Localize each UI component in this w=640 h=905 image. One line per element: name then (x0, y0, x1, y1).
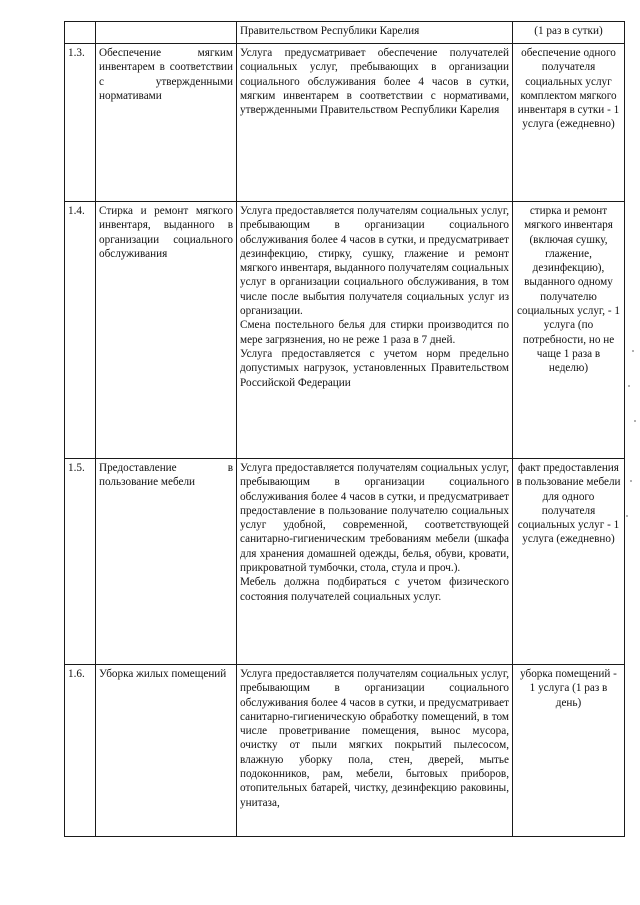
service-description (237, 202, 513, 459)
description-paragraph: Смена постельного белья для стирки производится по мере загрязнения, но не реже 1 раза в 7 дней. (240, 319, 509, 346)
service-name: Уборка жилых помещений (96, 665, 237, 837)
service-frequency: уборка помещений - 1 услуга (1 раз в день) (513, 665, 625, 837)
table-row (65, 202, 625, 459)
description-paragraph: Услуга предоставляется получателям социальных услуг, пребывающим в организации социального обслуживания более 4 часов в сутки, и предусматривает предоставление в пользование получателю социальных услуг удобной, современной, соответствующей санитарно-гигиеническим требованиям мебели (шкафа для хранения домашней одежды, белья, обуви, кровати, прикроватной тумбочки, стола, стула и проч.). (240, 462, 509, 575)
description-paragraph: Услуга предоставляется получателям социальных услуг, пребывающим в организации социального обслуживания более 4 часов в сутки, и предусматривает дезинфекцию, стирку, сушку, глажение и ремонт мягкого инвентаря, выданного получателям социальных услуг в организации социального обслуживания, в том числе после выбытия получателя социальных услуг из организации. (240, 205, 509, 318)
services-table (64, 21, 625, 837)
service-name: Обеспечение мягким инвентарем в соответствии с утвержденными нормативами (96, 44, 237, 202)
service-description (237, 459, 513, 665)
scan-noise (620, 330, 640, 530)
table-row (65, 459, 625, 665)
table-row (65, 22, 625, 44)
description-paragraph: Правительством Республики Карелия (240, 25, 420, 37)
row-number: 1.6. (65, 665, 96, 837)
service-frequency: стирка и ремонт мягкого инвентаря (включая сушку, глажение, дезинфекцию), выданного одному получателю социальных услуг, - 1 услуга (по потребности, но не чаще 1 раза в неделю) (513, 202, 625, 459)
table-row (65, 44, 625, 202)
description-paragraph: Услуга предусматривает обеспечение получателей социальных услуг, пребывающих в организации социального обслуживания более 4 часов в сутки, мягким инвентарем в соответствии с нормативами, утвержденными Правительством Республики Карелия (240, 47, 509, 117)
row-number: 1.5. (65, 459, 96, 665)
service-name: Стирка и ремонт мягкого инвентаря, выданного в организации социального обслуживания (96, 202, 237, 459)
service-description (237, 665, 513, 837)
row-number: 1.3. (65, 44, 96, 202)
service-description (237, 22, 513, 44)
service-description (237, 44, 513, 202)
service-frequency: (1 раз в сутки) (513, 22, 625, 44)
description-paragraph: Мебель должна подбираться с учетом физического состояния получателей социальных услуг. (240, 576, 509, 603)
service-frequency: факт предоставления в пользование мебели для одного получателя социальных услуг - 1 услуга (ежедневно) (513, 459, 625, 665)
row-number: 1.4. (65, 202, 96, 459)
table-row (65, 665, 625, 837)
service-frequency: обеспечение одного получателя социальных услуг комплектом мягкого инвентаря в сутки - 1 услуга (ежедневно) (513, 44, 625, 202)
service-name: Предоставление в пользование мебели (96, 459, 237, 665)
row-number (65, 22, 96, 44)
description-paragraph: Услуга предоставляется получателям социальных услуг, пребывающим в организации социального обслуживания более 4 часов в сутки, и предусматривает санитарно-гигиеническую обработку помещений, в том числе проветривание помещения, вынос мусора, очистку от пыли мягких покрытий пылесосом, влажную уборку пола, стен, дверей, мытье подоконников, рам, мебели, бытовых приборов, отопительных батарей, чистку, дезинфекцию раковины, унитаза, (240, 668, 509, 809)
service-name (96, 22, 237, 44)
description-paragraph: Услуга предоставляется с учетом норм предельно допустимых нагрузок, установленных Правительством Российской Федерации (240, 347, 509, 389)
